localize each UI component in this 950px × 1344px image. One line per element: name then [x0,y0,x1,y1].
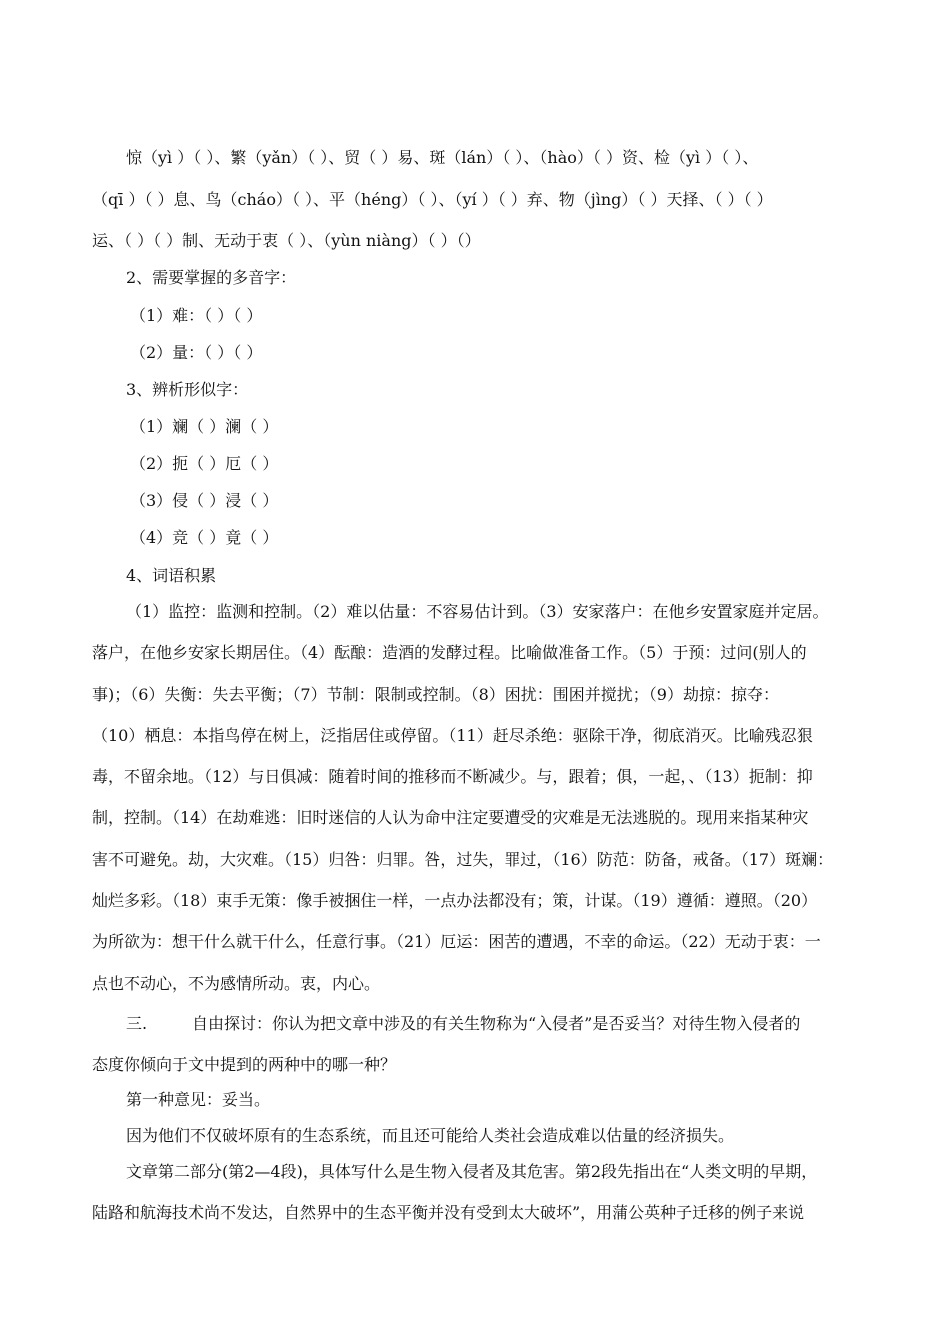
section3-reason: 因为他们不仅破坏原有的生态系统，而且还可能给人类社会造成难以估量的经济损失。 [126,1126,735,1145]
section3-question [126,1013,800,1035]
polyphone-item: （1）难：（ ）（ ） [130,306,263,325]
similar-item: （3）侵（ ）浸（ ） [130,491,279,510]
section3-question-cont: 态度你倾向于文中提到的两种中的哪一种？ [92,1055,397,1074]
vocab-line: （10）栖息：本指鸟停在树上，泛指居住或停留。（11）赶尽杀绝：驱除干净，彻底消灭。比喻残忍狠 [92,726,813,745]
section3-paragraph-cont: 陆路和航海技术尚不发达，自然界中的生态平衡并没有受到太大破坏”，用蒲公英种子迁移的例子来说 [92,1203,805,1222]
section3-paragraph: 文章第二部分(第2—4段)，具体写什么是生物入侵者及其危害。第2段先指出在“人类文明的早期， [126,1162,818,1181]
pinyin-line-2: （qī ）（ ）息、鸟（cháo）（ ）、平（héng）（ ）、（yí ）（ ）弃、物（jìng）（ ）天择、（ ）（ ） [92,190,773,209]
section3-opinion: 第一种意见：妥当。 [126,1090,271,1109]
pinyin-line-1: 惊（yì ）（ ）、繁（yǎn）（ ）、贸（ ）易、斑（lán）（ ）、（hào）（ ）资、检（yì ）（ ）、 [126,148,759,167]
vocab-line: 落户，在他乡安家长期居住。（4）酝酿：造酒的发酵过程。比喻做准备工作。（5）于预：过问(别人的 [92,643,807,662]
vocab-line: 事)；（6）失衡：失去平衡；（7）节制：限制或控制。（8）困扰：围困并搅扰；（9）劫掠：掠夺： [92,685,779,704]
section3-question-text: 自由探讨：你认为把文章中涉及的有关生物称为“入侵者”是否妥当？对待生物入侵者的 [192,1014,801,1033]
polyphone-item: （2）量：（ ）（ ） [130,343,263,362]
vocab-line: 害不可避免。劫，大灾难。（15）归咎：归罪。咎，过失，罪过，（16）防范：防备，戒备。（17）斑斓： [92,850,834,869]
vocab-heading: 4、词语积累 [126,566,217,585]
vocab-line: 点也不动心，不为感情所动。衷，内心。 [92,974,381,993]
polyphone-heading: 2、需要掌握的多音字： [126,268,297,287]
similar-item: （2）扼（ ）厄（ ） [130,454,279,473]
vocab-line: 灿烂多彩。（18）束手无策：像手被捆住一样，一点办法都没有；策，计谋。（19）遵循：遵照。（20） [92,891,818,910]
section3-number: 三. [126,1014,148,1033]
similar-item: （4）竞（ ）竟（ ） [130,528,279,547]
similar-heading: 3、辨析形似字： [126,380,249,399]
similar-item: （1）斓（ ）澜（ ） [130,417,279,436]
vocab-line: 制，控制。（14）在劫难逃：旧时迷信的人认为命中注定要遭受的灾难是无法逃脱的。现用来指某种灾 [92,808,809,827]
vocab-line: （1）监控：监测和控制。（2）难以估量：不容易估计到。（3）安家落户：在他乡安置家庭并定居。 [126,602,829,621]
pinyin-line-3: 运、（ ）（ ）制、无动于衷（ ）、（yùn niàng）（ ）（） [92,231,481,250]
vocab-line: 为所欲为：想干什么就干什么，任意行事。（21）厄运：困苦的遭遇，不幸的命运。（22）无动于衷：一 [92,932,821,951]
vocab-line: 毒，不留余地。（12）与日俱减：随着时间的推移而不断减少。与，跟着；俱，一起，、（13）扼制：抑 [92,767,813,786]
